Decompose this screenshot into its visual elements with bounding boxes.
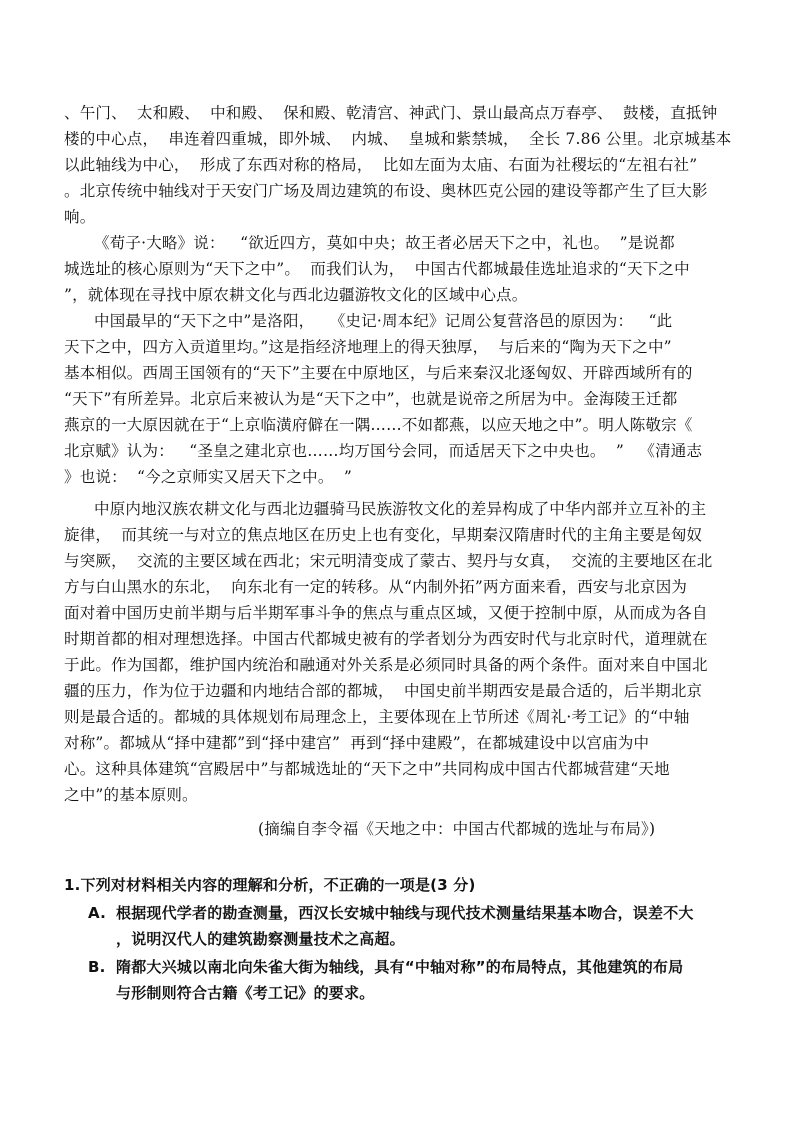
article-line: 疆的压力，作为位于边疆和内地结合部的都城， 中国史前半期西安是最合适的，后半期北京 [64, 682, 703, 700]
question-title: 1.下列对材料相关内容的理解和分析，不正确的一项是(3 分) [64, 876, 476, 894]
article-line: 旋律， 而其统一与对立的焦点地区在历史上也有变化，早期秦汉隋唐时代的主角主要是匈奴 [64, 526, 703, 544]
article-line: 》也说： “今之京师实又居天下之中。 ” [64, 468, 352, 486]
article-line: 面对着中国历史前半期与后半期军事斗争的焦点与重点区域，又便于控制中原，从而成为各自 [64, 604, 708, 622]
article-line: 。北京传统中轴线对于天安门广场及周边建筑的布设、奥林匹克公园的建设等都产生了巨大影 [64, 182, 708, 200]
article-line: 中国最早的“天下之中”是洛阳， 《史记·周本纪》记周公复营洛邑的原因为： “此 [94, 312, 673, 330]
article-line: 楼的中心点， 串连着四重城，即外城、 内城、 皇城和紫禁城， 全长 7.86 公里。北京城基本 [64, 130, 732, 148]
article-line: 、午门、 太和殿、 中和殿、 保和殿、乾清宫、神武门、景山最高点万春亭、 鼓楼，直抵钟 [64, 104, 718, 122]
option-a-text: ，说明汉代人的建筑勘察测量技术之高超。 [116, 930, 405, 948]
article-line: 城选址的核心原则为“天下之中”。 而我们认为， 中国古代都城最佳选址追求的“天下之中 [64, 260, 690, 278]
article-line: 对称”。都城从“择中建都”到“择中建宫” 再到“择中建殿”，在都城建设中以宫庙为中 [64, 734, 650, 752]
article-line: 之中”的基本原则。 [64, 786, 198, 804]
article-line: 心。这种具体建筑“宫殿居中”与都城选址的“天下之中”共同构成中国古代都城营建“天地 [64, 760, 670, 778]
article-line: 于此。作为国都，维护国内统治和融通对外关系是必须同时具备的两个条件。面对来自中国北 [64, 656, 708, 674]
article-line: 时期首都的相对理想选择。中国古代都城史被有的学者划分为西安时代与北京时代，道理就在 [64, 630, 708, 648]
option-label-b: B. [88, 958, 106, 976]
article-line: 与突厥， 交流的主要区域在西北；宋元明清变成了蒙古、契丹与女真， 交流的主要地区在北 [64, 552, 713, 570]
article-line: 基本相似。西周王国领有的“天下”主要在中原地区，与后来秦汉北逐匈奴、开辟西域所有的 [64, 364, 693, 382]
article-line: 北京赋》认为： “圣皇之建北京也……均万国兮会同，而适居天下之中央也。 ” 《清通志 [64, 442, 703, 460]
article-line: 方与白山黑水的东北， 向东北有一定的转移。从“内制外拓”两方面来看，西安与北京因为 [64, 578, 688, 596]
article-line: 则是最合适的。都城的具体规划布局理念上，主要体现在上节所述《周礼·考工记》的“中轴 [64, 708, 690, 726]
article-line: 响。 [64, 208, 96, 226]
article-line: “天下”有所差异。北京后来被认为是“天下之中”，也就是说帝之所居为中。金海陵王迁都 [64, 390, 678, 408]
article-line: 天下之中，四方入贡道里均。”这是指经济地理上的得天独厚， 与后来的“陶为天下之中” [64, 338, 672, 356]
article-line: 以此轴线为中心， 形成了东西对称的格局， 比如左面为太庙、右面为社稷坛的“左祖右社” [64, 156, 698, 174]
article-line: 燕京的一大原因就在于“上京临潢府僻在一隅……不如都燕，以应天地之中”。明人陈敬宗《 [64, 416, 693, 434]
option-label-a: A. [88, 904, 106, 922]
option-a-text: 根据现代学者的勘查测量，西汉长安城中轴线与现代技术测量结果基本吻合，误差不大 [116, 904, 694, 922]
option-b-text: 与形制则符合古籍《考工记》的要求。 [116, 984, 375, 1002]
option-b-text: 隋都大兴城以南北向朱雀大街为轴线，具有“中轴对称”的布局特点，其他建筑的布局 [116, 958, 684, 976]
article-line: 《荀子·大略》说： “欲近四方，莫如中央；故王者必居天下之中，礼也。 ”是说都 [94, 234, 675, 252]
article-line: 中原内地汉族农耕文化与西北边疆骑马民族游牧文化的差异构成了中华内部并立互补的主 [94, 500, 707, 518]
article-source: (摘编自李令福《天地之中：中国古代都城的选址与布局》) [258, 820, 656, 838]
article-line: ”，就体现在寻找中原农耕文化与西北边疆游牧文化的区域中心点。 [64, 286, 528, 304]
